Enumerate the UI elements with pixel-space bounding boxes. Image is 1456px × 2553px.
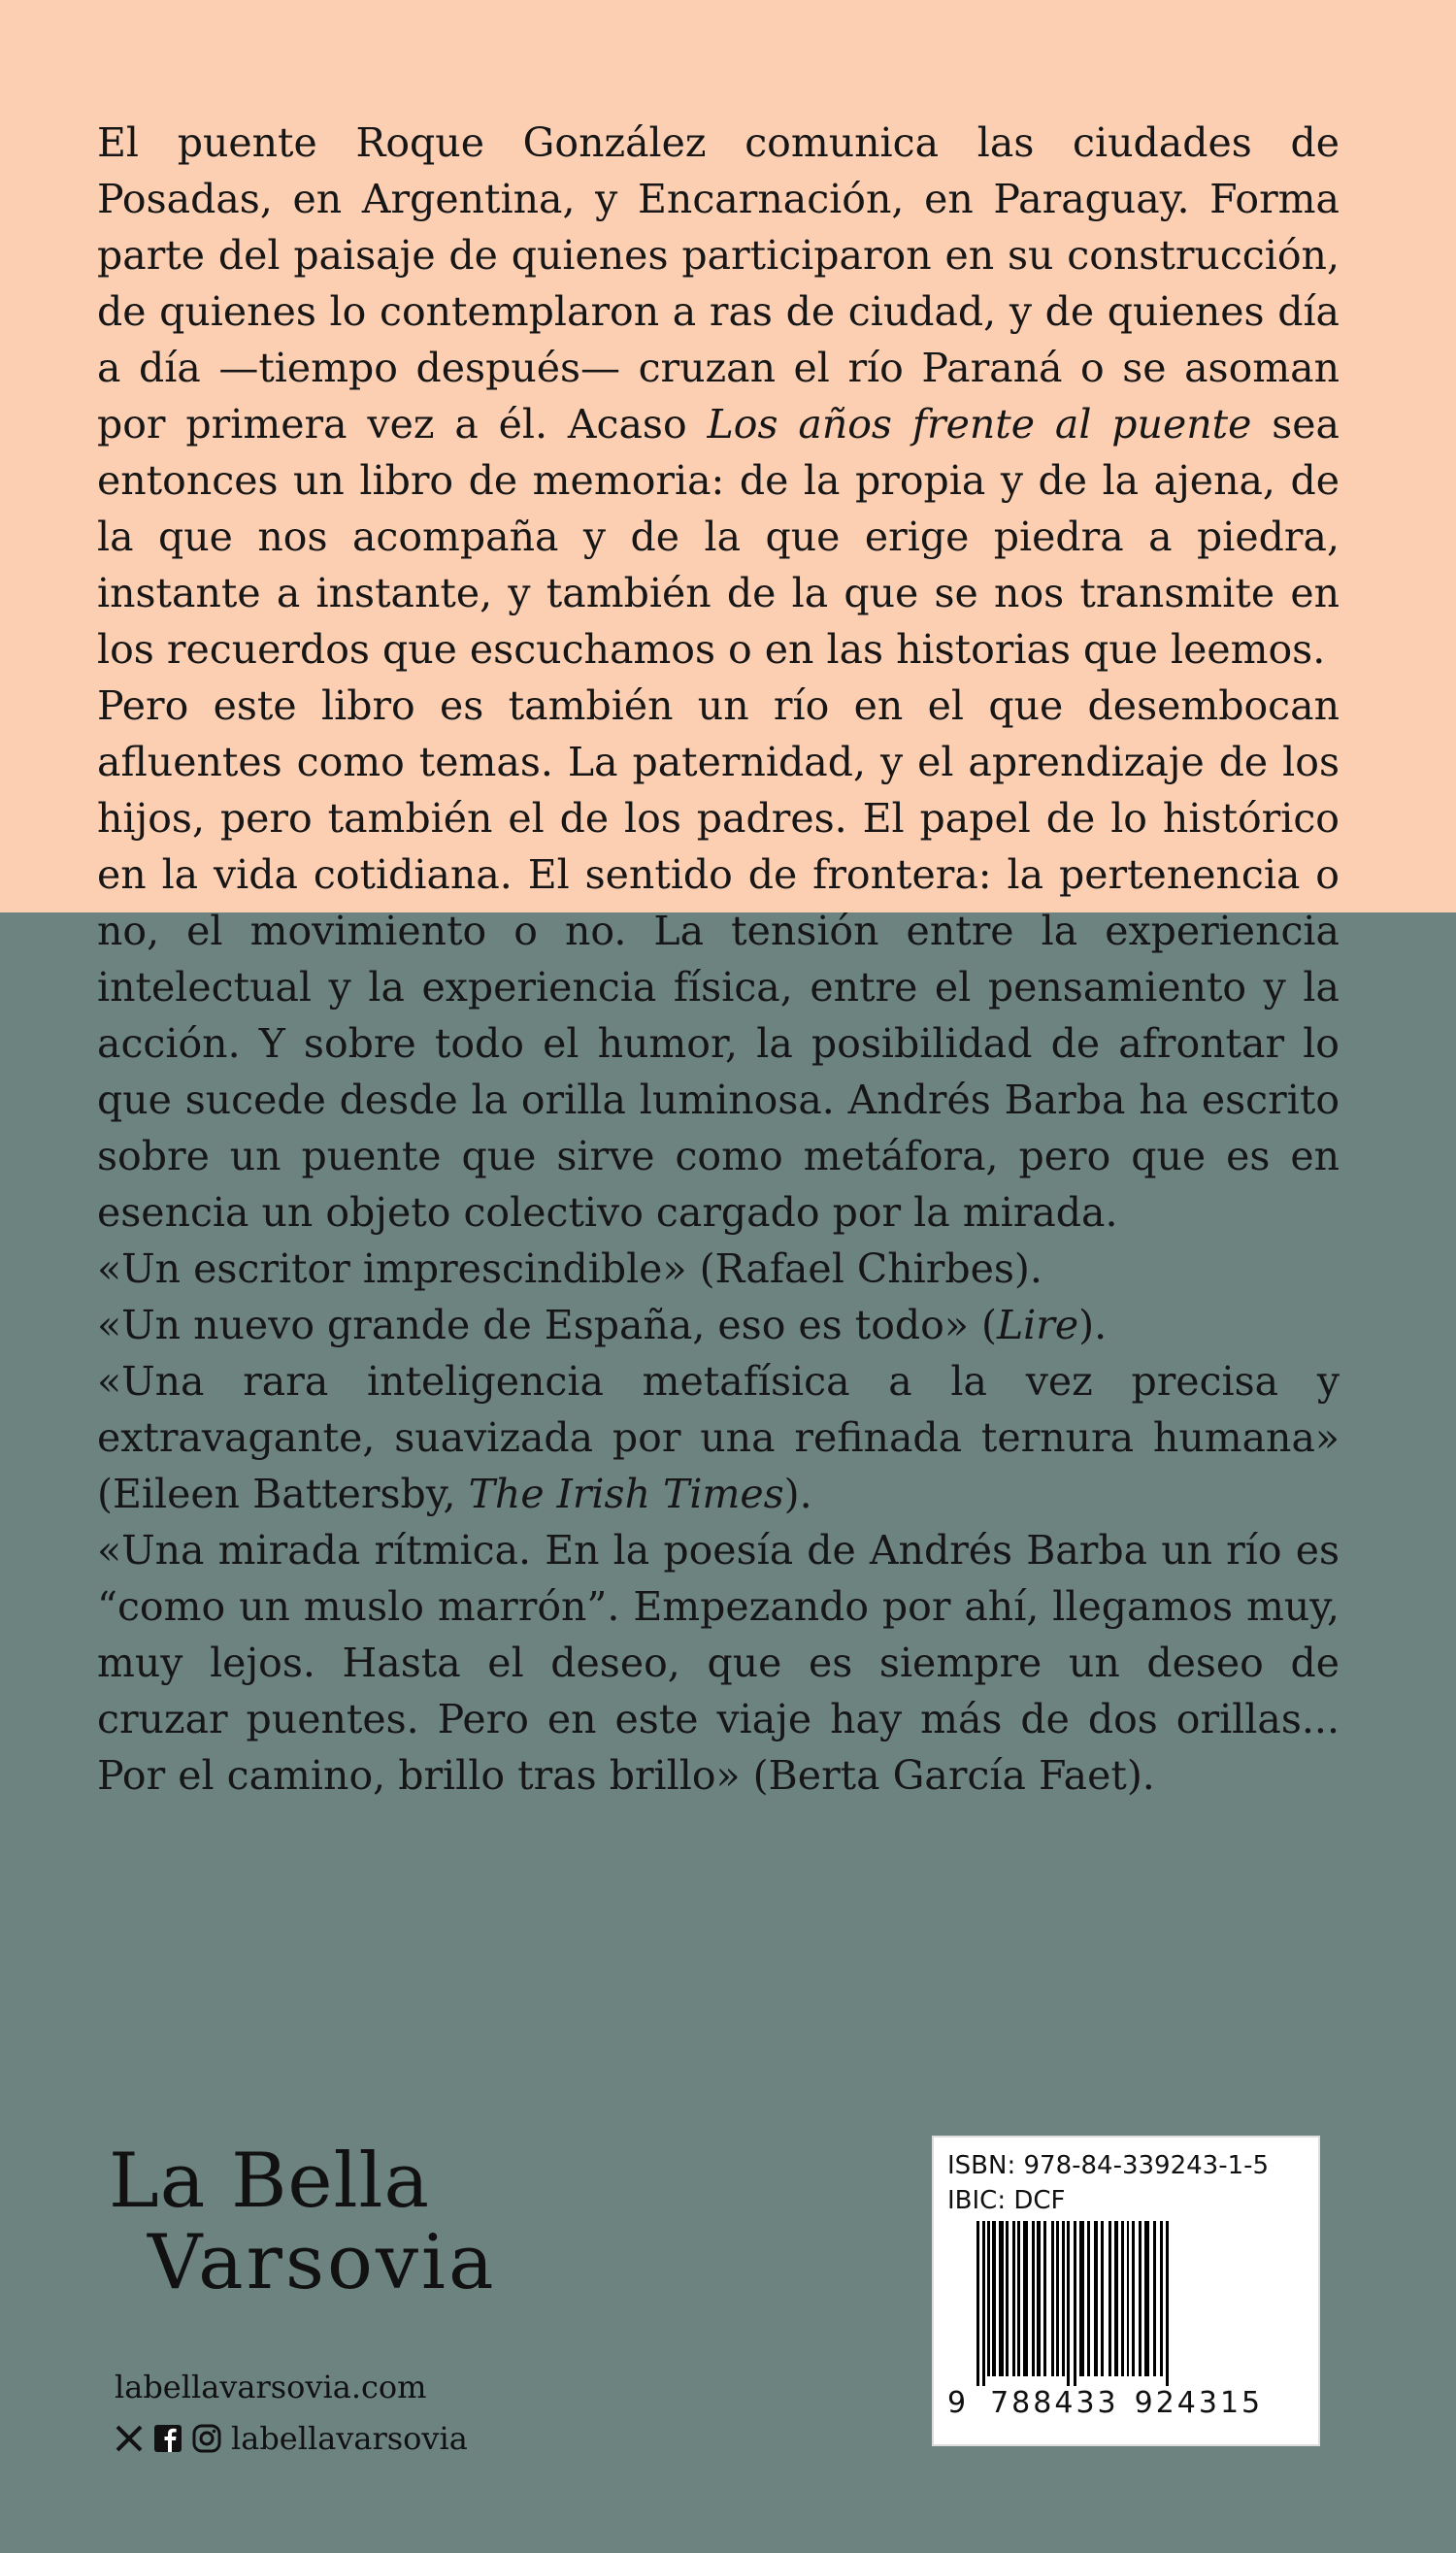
x-icon <box>115 2424 144 2453</box>
barcode-bar <box>1144 2221 1149 2376</box>
barcode-bar <box>1114 2221 1118 2376</box>
isbn-barcode-label <box>932 2136 1320 2446</box>
barcode-bar <box>1079 2221 1084 2376</box>
barcode-bar <box>1094 2221 1098 2376</box>
review-quote-3 <box>97 1353 1340 1522</box>
barcode-bar <box>1074 2221 1076 2386</box>
quote-text: ). <box>783 1471 812 1517</box>
barcode-bar <box>992 2221 996 2376</box>
barcode-digits-right: 924315 <box>1134 2386 1264 2420</box>
barcode-digit-first: 9 <box>947 2386 970 2420</box>
barcode-bar <box>982 2221 985 2386</box>
barcode-bar <box>1109 2221 1111 2376</box>
quote-source: The Irish Times <box>468 1471 784 1517</box>
barcode-bar <box>1153 2221 1156 2376</box>
barcode-bar <box>1101 2221 1104 2376</box>
barcode-bar <box>1056 2221 1059 2376</box>
back-cover-blurb <box>97 115 1340 1804</box>
quote-source: Lire <box>996 1302 1079 1348</box>
facebook-icon <box>153 2424 182 2453</box>
barcode-bar <box>1051 2221 1054 2376</box>
barcode-bar <box>1043 2221 1046 2376</box>
quote-text: ). <box>1078 1302 1108 1348</box>
barcode-bar <box>1139 2221 1142 2376</box>
barcode-bar <box>1037 2221 1041 2376</box>
barcode-bar <box>1087 2221 1090 2376</box>
social-handle: labellavarsovia <box>231 2420 468 2457</box>
review-quote-2 <box>97 1297 1340 1353</box>
barcode-bar <box>1132 2221 1135 2376</box>
barcode-bar <box>1121 2221 1124 2376</box>
blurb-paragraph-2: Pero este libro es también un río en el que desembocan afluentes como temas. La paternidad, y el aprendizaje de los hijos, pero también el de los padres. El papel de lo histórico en la vida cotidiana. El sentido de frontera: la pertenencia o no, el movimiento o no. La tensión entre la experiencia intelectual y la experiencia física, entre el pensamiento y la acción. Y sobre todo el humor, la posibilidad de afrontar lo que sucede desde la orilla luminosa. Andrés Barba ha escrito sobre un puente que sirve como metáfora, pero que es en esencia un objeto colectivo cargado por la mirada. <box>97 682 1340 1236</box>
barcode-bar <box>999 2221 1004 2376</box>
instagram-icon <box>192 2424 221 2453</box>
barcode-bar <box>1160 2221 1163 2376</box>
blurb-paragraph-1 <box>97 115 1340 678</box>
ibic-code: IBIC: DCF <box>947 2186 1066 2215</box>
barcode-bar <box>1006 2221 1009 2376</box>
barcode-bar <box>1023 2221 1028 2376</box>
quote-text: «Un nuevo grande de España, eso es todo» ( <box>97 1302 997 1348</box>
social-links <box>115 2419 468 2458</box>
blurb-text: El puente Roque González comunica las ciudades de Posadas, en Argentina, y Encarnación, en Paraguay. Forma parte del paisaje de quienes participaron en su construcción, de quienes lo contemplaron a ras de ciudad, y de quienes día a día —tiempo después— cruzan el río Paraná o se asoman por primera vez a él. Acaso <box>97 119 1340 448</box>
barcode-bar <box>1166 2221 1169 2386</box>
barcode-bar <box>1067 2221 1070 2386</box>
barcode-bar <box>1127 2221 1129 2376</box>
barcode-digits <box>947 2386 1307 2420</box>
publisher-name-line2: Varsovia <box>148 2219 497 2306</box>
blurb-text: sea entonces un libro de memoria: de la propia y de la ajena, de la que nos acompaña y de la que erige piedra a piedra, instante a instante, y también de la que se nos transmite en los recuerdos que escuchamos o en las historias que leemos. <box>97 401 1340 673</box>
isbn-number: ISBN: 978-84-339243-1-5 <box>947 2151 1270 2180</box>
barcode-bar <box>1012 2221 1015 2376</box>
publisher-name-line1: La Bella <box>109 2138 430 2225</box>
barcode-bar <box>1032 2221 1035 2376</box>
review-quote-1: «Un escritor imprescindible» (Rafael Chirbes). <box>97 1245 1042 1292</box>
review-quote-4: «Una mirada rítmica. En la poesía de Andrés Barba un río es “como un muslo marrón”. Empezando por ahí, llegamos muy, muy lejos. Hasta el deseo, que es siempre un deseo de cruzar puentes. Pero en este viaje hay más de dos orillas... Por el camino, brillo tras brillo» (Berta García Faet). <box>97 1527 1340 1799</box>
book-title: Los años frente al puente <box>707 401 1252 448</box>
barcode-digits-left: 788433 <box>990 2386 1119 2420</box>
publisher-logo <box>109 2140 565 2304</box>
barcode-bar <box>1062 2221 1065 2376</box>
quote-text: «Una rara inteligencia metafísica a la vez precisa y extravagante, suavizada por una refinada ternura humana» (Eileen Battersby, <box>97 1358 1340 1517</box>
barcode-bar <box>1017 2221 1020 2376</box>
publisher-website: labellavarsovia.com <box>115 2369 427 2405</box>
barcode-bar <box>976 2221 979 2386</box>
barcode-bar <box>987 2221 990 2376</box>
barcode <box>976 2221 1297 2386</box>
